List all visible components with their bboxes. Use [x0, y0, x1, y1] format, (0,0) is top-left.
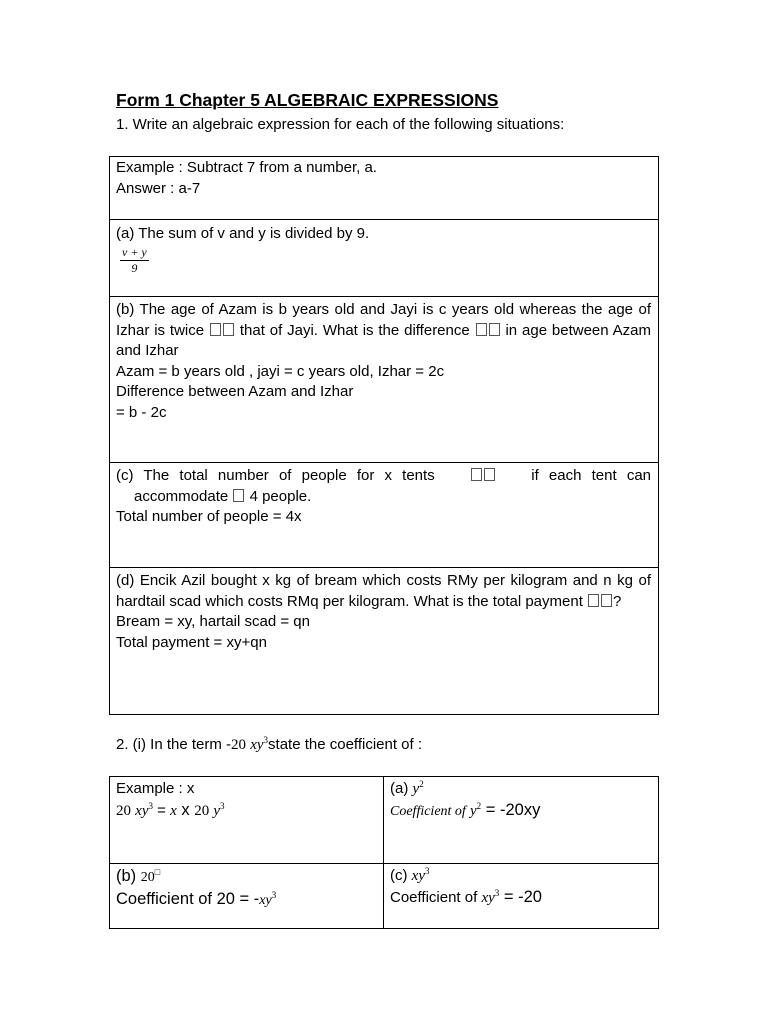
- part-a-coefficient-label: (a) $y^2$: [390, 779, 424, 797]
- part-b-question: (b) The age of Azam is b years old and Jayi is c years old whereas the age of Izhar is twice that of Jayi. What is the difference in age between Azam and Izhar: [116, 301, 651, 360]
- part-d-cell: [110, 568, 659, 715]
- missing-glyph-icon: [484, 468, 495, 481]
- part-c-coefficient-cell: [384, 864, 659, 929]
- part-b-coefficient-label: (b) 20□: [116, 867, 161, 885]
- page-title: Form 1 Chapter 5 ALGEBRAIC EXPRESSIONS: [116, 90, 499, 110]
- part-b-coefficient-answer: Coefficient of $20 = -xy^3$: [116, 889, 277, 908]
- table-row-a: [110, 220, 659, 297]
- missing-glyph-icon: □: [154, 867, 161, 877]
- fraction-numerator: v + y: [122, 244, 147, 259]
- fraction-denominator: 9: [131, 260, 138, 275]
- example-question: Example : Subtract 7 from a number, a.: [116, 159, 377, 176]
- part-c-cell: [110, 463, 659, 568]
- part-d-line-2: Total payment = xy+qn: [116, 633, 267, 651]
- part-b-line-2: Difference between Azam and Izhar: [116, 383, 354, 401]
- table-row-d: [110, 568, 659, 715]
- missing-glyph-icon: [223, 323, 234, 336]
- coefficient-row-2: [110, 864, 659, 929]
- table-row-c: [110, 463, 659, 568]
- missing-glyph-icon: [233, 489, 244, 502]
- example-coefficient-label: Example : x: [116, 780, 195, 797]
- part-c-coefficient-answer: Coefficient of $xy^3 = -20$: [390, 887, 542, 906]
- part-c-question-line-2: accommodate 4 people.: [134, 487, 312, 505]
- part-a-coefficient-cell: [384, 777, 659, 864]
- example-cell: [110, 157, 659, 220]
- part-d-question: (d) Encik Azil bought x kg of bream which costs RMy per kilogram and n kg of hardtail scad which costs RMq per kilogram. What is the total payment ?: [116, 572, 651, 610]
- coefficient-row-1: [110, 777, 659, 864]
- example-answer: Answer : a-7: [116, 179, 201, 197]
- part-c-coefficient-label: (c) $xy^3$: [390, 866, 430, 884]
- part-c-question-line-1: (c) The total number of people for x tents if each tent can: [116, 467, 651, 484]
- part-a-cell: [110, 220, 659, 297]
- table-row-example: [110, 157, 659, 220]
- question-2-instruction: 2. (i) In the term -20 $xy^3state$ the coefficient of :: [116, 735, 423, 753]
- part-c-answer: Total number of people = 4x: [116, 508, 302, 526]
- missing-glyph-icon: [210, 323, 221, 336]
- missing-glyph-icon: [601, 594, 612, 607]
- coefficient-table: [109, 776, 659, 929]
- missing-glyph-icon: [588, 594, 599, 607]
- missing-glyph-icon: [471, 468, 482, 481]
- missing-glyph-icon: [476, 323, 487, 336]
- table-row-b: [110, 297, 659, 463]
- situations-table: [109, 156, 659, 715]
- part-b-coefficient-cell: [110, 864, 384, 929]
- example-coefficient-expression: 20 $xy^3 = x$ x 20 $y^3$: [116, 800, 225, 819]
- part-b-line-1: Azam = b years old , jayi = c years old, Izhar = 2c: [116, 362, 445, 380]
- example-coefficient-cell: [110, 777, 384, 864]
- part-d-line-1: Bream = xy, hartail scad = qn: [116, 613, 310, 631]
- question-1-instruction: 1. Write an algebraic expression for each of the following situations:: [116, 116, 565, 133]
- missing-glyph-icon: [489, 323, 500, 336]
- part-b-cell: [110, 297, 659, 463]
- part-b-line-3: = b - 2c: [116, 403, 167, 421]
- part-a-coefficient-answer: Coefficient of $y^2 = -20xy$: [390, 800, 541, 819]
- part-a-fraction: [120, 245, 149, 276]
- part-a-question: (a) The sum of v and y is divided by 9.: [116, 225, 370, 242]
